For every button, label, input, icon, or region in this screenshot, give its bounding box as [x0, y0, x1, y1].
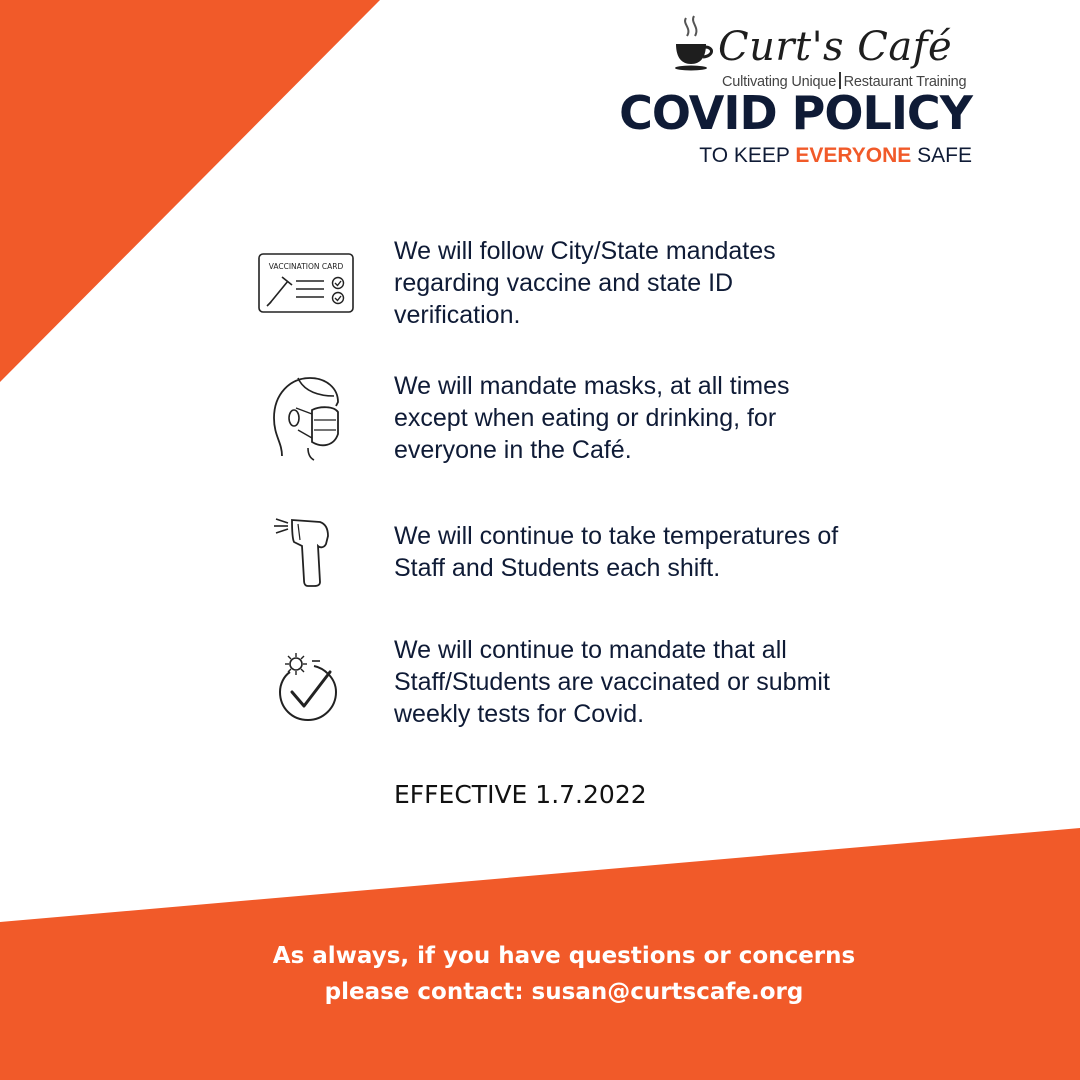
subtitle-after: SAFE: [911, 144, 972, 167]
contact-line-2: please contact: susan@curtscafe.org: [324, 979, 804, 1005]
policy-text-temperatures: We will continue to take temperatures of Staff and Students each shift.: [394, 522, 839, 582]
page-subtitle: [699, 144, 972, 168]
page-title: COVID POLICY: [619, 86, 972, 140]
vaccination-card-label: VACCINATION CARD: [268, 262, 344, 271]
subtitle-before: TO KEEP: [699, 144, 796, 167]
cafe-logo: [672, 14, 972, 94]
policy-text-masks: We will mandate masks, at all times except when eating or drinking, for everyone in the Café.: [394, 372, 790, 464]
thermometer-gun-icon: [272, 516, 332, 588]
face-mask-icon: [268, 372, 344, 462]
virus-check-icon: [274, 650, 344, 724]
logo-tagline-right: Restaurant Training: [843, 74, 967, 90]
policy-text-vaccine: We will follow City/State mandates regarding vaccine and state ID verification.: [394, 237, 776, 329]
policy-text-vaccinated: We will continue to mandate that all Staff/Students are vaccinated or submit weekly tests for Covid.: [394, 636, 830, 728]
logo-tagline-left: Cultivating Unique: [722, 74, 837, 90]
top-left-triangle: [0, 0, 380, 382]
logo-name: Curt's Café: [718, 24, 953, 70]
subtitle-accent: EVERYONE: [795, 144, 912, 167]
effective-date: EFFECTIVE 1.7.2022: [394, 780, 647, 809]
contact-note: [0, 938, 1080, 1010]
vaccination-card-icon: [258, 253, 354, 313]
contact-line-1: As always, if you have questions or concerns: [272, 943, 856, 969]
coffee-cup-icon: [672, 14, 722, 72]
